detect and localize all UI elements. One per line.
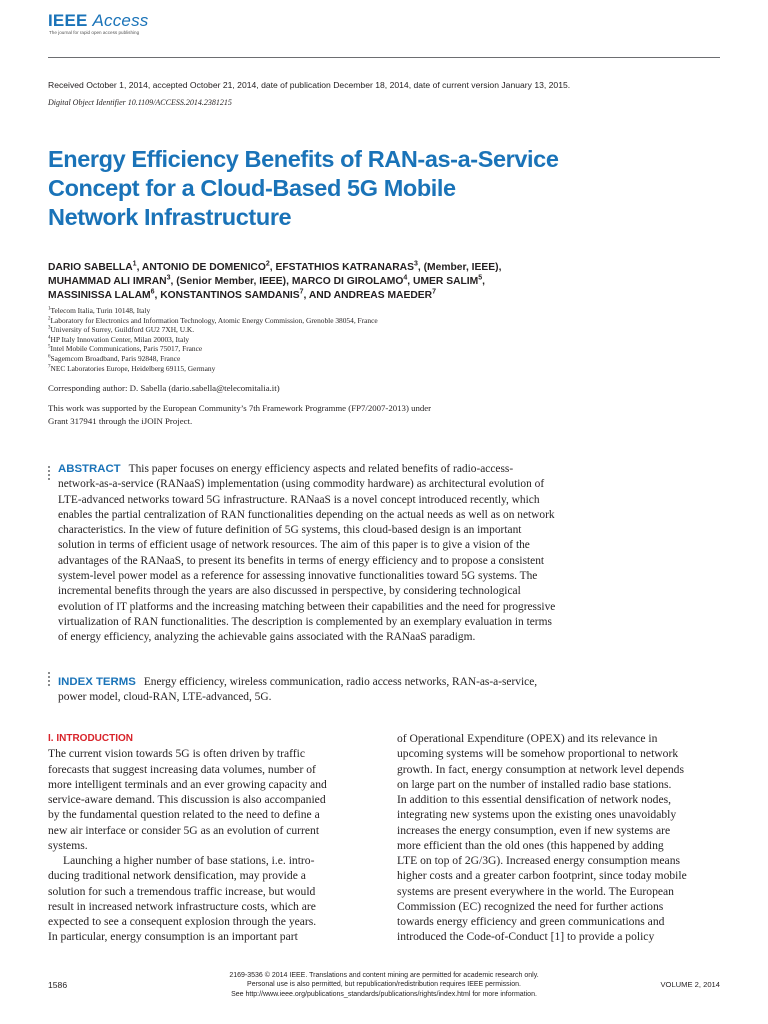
affiliation-text: University of Surrey, Guildford GU2 7XH, U.K. <box>50 325 195 335</box>
body-line: ducing traditional network densification, may provide a <box>48 869 306 883</box>
abstract-marker-icon <box>48 466 52 482</box>
abstract-line: system-level power model as a reference for assessing innovative functionalities toward 5G systems. The <box>58 570 538 583</box>
author-affil-sup: 7 <box>299 288 304 296</box>
funding-line: Grant 317941 through the iJOIN Project. <box>48 415 193 426</box>
author-affil-sup: 6 <box>150 288 155 296</box>
affiliation <box>48 306 378 316</box>
body-line: of Operational Expenditure (OPEX) and its relevance in <box>397 732 658 745</box>
author-name: MASSINISSA LALAM <box>48 290 151 301</box>
body-line: increases the energy consumption, even if new systems are <box>397 823 671 837</box>
author-name: MARCO DI GIROLAMO <box>291 276 404 287</box>
logo-wordmark <box>48 12 148 30</box>
affiliation <box>48 335 378 345</box>
separator: , AND <box>303 290 334 301</box>
author-name: DARIO SABELLA <box>48 262 133 273</box>
index-terms-text: Energy efficiency, wireless communication, radio access networks, RAN-as-a-service, <box>143 676 538 688</box>
body-line: Launching a higher number of base stations, i.e. intro- <box>63 854 315 867</box>
volume-label: VOLUME 2, 2014 <box>660 980 720 989</box>
doi-line: Digital Object Identifier 10.1109/ACCESS.2014.2381215 <box>48 98 232 107</box>
logo-tagline: The journal for rapid open access publishing <box>49 30 140 35</box>
author-affil-sup: 1 <box>132 260 137 268</box>
abstract-line: incremental benefits through the years are also discussed in perspective, by considering technological <box>58 585 521 598</box>
separator: , <box>498 262 502 273</box>
body-line: Commission (EC) recognized the need for further actions <box>397 899 664 913</box>
affiliation-sup: 6 <box>48 354 51 360</box>
body-line: upcoming systems will be somehow proportional to network <box>397 747 679 761</box>
title-line: Concept for a Cloud-Based 5G Mobile <box>48 175 456 201</box>
abstract-line: of energy efficiency, analyzing the achievable gains associated with the RANaaS paradigm. <box>58 631 476 644</box>
body-line: The current vision towards 5G is often driven by traffic <box>48 747 306 761</box>
affiliation <box>48 316 378 326</box>
author-membership: (Member, IEEE) <box>423 262 499 273</box>
abstract-label: ABSTRACT <box>58 463 121 475</box>
author-affil-sup: 3 <box>413 260 418 268</box>
separator: , <box>417 262 424 273</box>
affiliation <box>48 344 378 354</box>
affiliation-sup: 5 <box>48 344 51 350</box>
copyright-line: See http://www.ieee.org/publications_standards/publications/rights/index.html for more information. <box>231 990 537 998</box>
separator: , <box>154 290 161 301</box>
separator: , <box>286 276 292 287</box>
affiliation-text: Sagemcom Broadband, Paris 92848, France <box>50 353 181 363</box>
ieee-access-logo <box>48 12 148 36</box>
index-terms-marker-icon <box>48 672 52 688</box>
author-affil-sup: 3 <box>166 274 171 282</box>
author-name: EFSTATHIOS KATRANARAS <box>275 262 414 273</box>
affiliation-sup: 3 <box>48 325 51 331</box>
body-line: In addition to this essential densification of network nodes, <box>397 793 672 806</box>
body-line: expected to see a consequent explosion through the years. <box>48 915 317 928</box>
author-name: UMER SALIM <box>413 276 479 287</box>
author-line <box>48 275 720 289</box>
author-name: KONSTANTINOS SAMDANIS <box>160 290 300 301</box>
author-affil-sup: 4 <box>403 274 408 282</box>
body-line: new air interface or consider 5G as an evolution of current <box>48 823 320 837</box>
body-line: solution for such a tremendous traffic increase, but would <box>48 884 316 898</box>
body-line: LTE on top of 2G/3G). Increased energy consumption means <box>397 854 681 867</box>
body-line: systems. <box>48 838 88 852</box>
affiliation <box>48 325 378 335</box>
author-affil-sup: 5 <box>478 274 483 282</box>
affiliation-text: NEC Laboratories Europe, Heidelberg 69115, Germany <box>50 363 216 373</box>
copyright-notice <box>190 971 578 999</box>
abstract-line: evolution of IT platforms and the increasing matching between their capabilities and the need for progressive <box>58 600 556 613</box>
separator: , <box>482 276 486 287</box>
copyright-line: 2169-3536 © 2014 IEEE. Translations and content mining are permitted for academic research only. <box>229 972 539 979</box>
affiliation-text: Laboratory for Electronics and Information Technology, Atomic Energy Commission, Grenoble 38054, France <box>50 315 378 325</box>
logo-sub-text: Access <box>92 11 149 30</box>
body-line: more intelligent terminals and an ever growing capacity and <box>48 777 327 791</box>
body-line: systems are present everywhere in the world. The European <box>397 884 674 898</box>
title-line: Energy Efficiency Benefits of RAN-as-a-Service <box>48 146 559 172</box>
abstract-line: enables the partial centralization of RAN functionalities depending on the actual needs as well as on network <box>58 508 555 521</box>
title-line: Network Infrastructure <box>48 204 292 230</box>
index-terms <box>58 675 728 706</box>
author-membership: (Senior Member, IEEE) <box>176 276 287 287</box>
section-heading: I. INTRODUCTION <box>48 733 133 744</box>
funding-note <box>48 402 431 427</box>
body-line: introduced the Code-of-Conduct [1] to provide a policy <box>397 930 655 944</box>
abstract-line: characteristics. In the view of future definition of 5G systems, this cloud-based design is an important <box>58 524 522 537</box>
body-line: on large part on the number of installed radio base stations. <box>397 777 672 791</box>
separator: , <box>407 276 414 287</box>
separator: , <box>136 262 142 273</box>
abstract-line: solution in terms of efficient usage of network resources. The aim of this paper is to give a vision of the <box>58 539 530 552</box>
author-line <box>48 289 720 303</box>
author-name: MUHAMMAD ALI IMRAN <box>48 276 167 287</box>
separator: , <box>170 276 177 287</box>
body-line: growth. In fact, energy consumption at network level depends <box>397 762 684 776</box>
header-divider <box>48 57 720 58</box>
author-affil-sup: 7 <box>432 288 436 296</box>
page-number: 1586 <box>48 980 68 990</box>
abstract-line: network-as-a-service (RANaaS) implementation (using commodity hardware) as architectural evolution of <box>58 478 545 491</box>
author-name: ANDREAS MAEDER <box>333 290 433 301</box>
author-list <box>48 261 720 303</box>
abstract-line <box>58 462 728 477</box>
logo-main-text: IEEE <box>48 11 88 30</box>
abstract-line: LTE-advanced networks toward 5G infrastructure. RANaaS is a novel concept introduced recently, which <box>58 493 540 506</box>
abstract-text: This paper focuses on energy efficiency aspects and related benefits of radio-access- <box>128 463 514 475</box>
body-line: more efficient than the old ones (this happened by adding <box>397 838 664 852</box>
affiliation-sup: 7 <box>48 364 51 370</box>
body-column-left <box>48 731 372 945</box>
body-line: higher costs and a greater carbon footprint, since today mobile <box>397 869 687 883</box>
affiliation-sup: 2 <box>48 316 51 322</box>
abstract-line: advantages of the RANaaS, to present its benefits in terms of energy efficiency and to propose a consistent <box>58 554 545 567</box>
body-line: service-aware demand. This discussion is also accompanied <box>48 793 326 806</box>
affiliation-text: Intel Mobile Communications, Paris 75017, France <box>50 344 203 354</box>
affiliation-sup: 1 <box>48 306 51 312</box>
affiliation-list <box>48 306 378 373</box>
index-terms-line: power model, cloud-RAN, LTE-advanced, 5G. <box>58 691 272 704</box>
index-terms-line <box>58 675 728 690</box>
affiliation-sup: 4 <box>48 335 51 341</box>
copyright-line: Personal use is also permitted, but republication/redistribution requires IEEE permission. <box>247 981 521 989</box>
body-line: integrating new systems upon the existing ones unavoidably <box>397 808 677 822</box>
body-column-right <box>397 731 721 945</box>
abstract-line: virtualization of RAN functionalities. The description is complemented by an exemplary evaluation in terms <box>58 615 552 628</box>
affiliation-text: Telecom Italia, Turin 10148, Italy <box>50 306 151 315</box>
funding-line: This work was supported by the European Community’s 7th Framework Programme (FP7/2007-2013) under <box>48 403 432 413</box>
body-line: towards energy efficiency and green communications and <box>397 915 665 928</box>
publication-history: Received October 1, 2014, accepted October 21, 2014, date of publication December 18, 2014, date of current version January 13, 2015. <box>48 80 571 90</box>
corresponding-author: Corresponding author: D. Sabella (dario.sabella@telecomitalia.it) <box>48 383 280 393</box>
index-terms-label: INDEX TERMS <box>58 676 136 688</box>
body-line: by the fundamental question related to the need to define a <box>48 808 320 822</box>
author-line <box>48 261 720 275</box>
body-line: In particular, energy consumption is an important part <box>48 930 298 944</box>
affiliation <box>48 354 378 364</box>
affiliation <box>48 364 378 374</box>
paper-title <box>48 145 648 232</box>
author-name: ANTONIO DE DOMENICO <box>141 262 266 273</box>
body-line: forecasts that suggest increasing data volumes, number of <box>48 762 316 776</box>
affiliation-text: HP Italy Innovation Center, Milan 20003, Italy <box>50 334 190 344</box>
body-line: result in increased network infrastructure costs, which are <box>48 899 316 913</box>
separator: , <box>269 262 276 273</box>
abstract <box>58 462 728 646</box>
author-affil-sup: 2 <box>265 260 270 268</box>
